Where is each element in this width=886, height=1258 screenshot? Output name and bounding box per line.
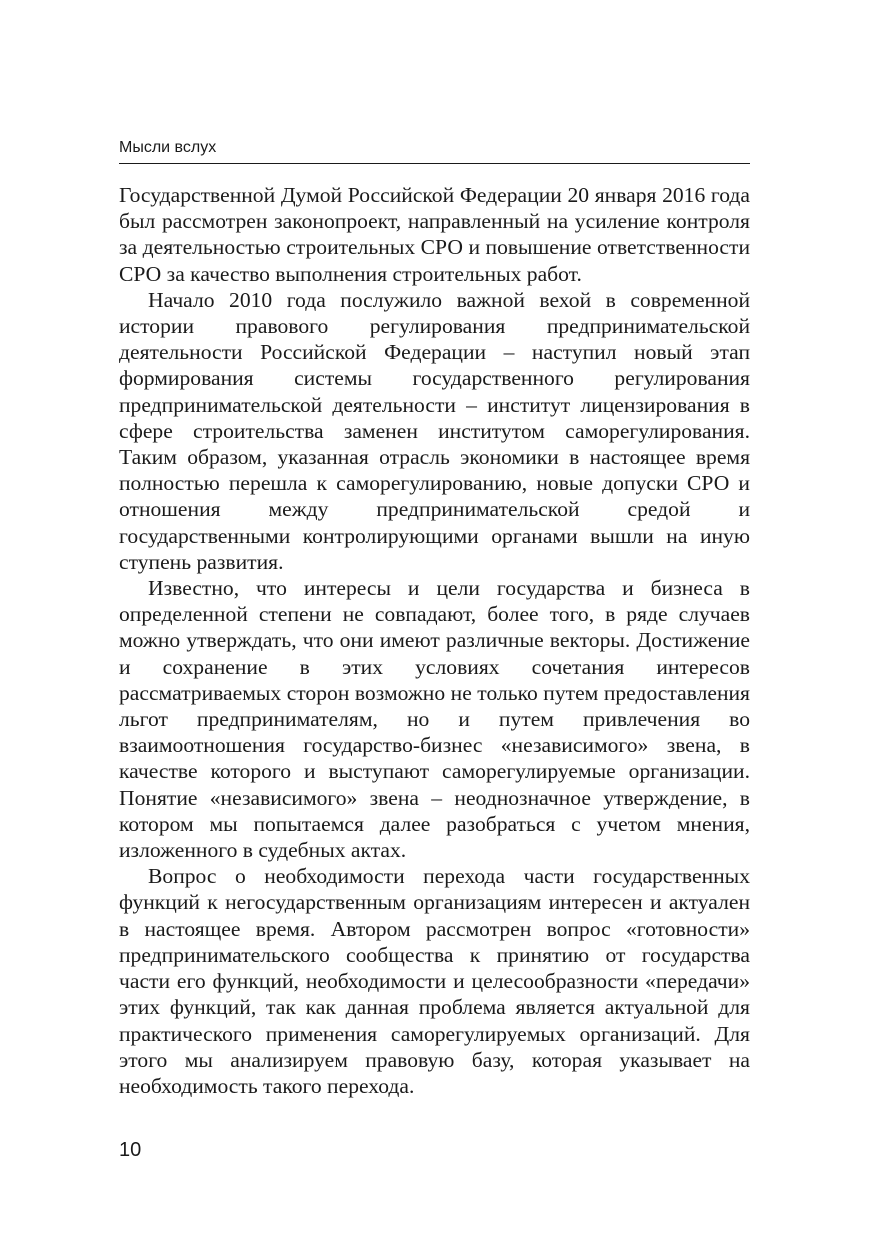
paragraph-3: Известно, что интересы и цели государства и бизнеса в определенной степени не совпадают, более того, в ряде случаев можно утверждать, что они имеют различные векторы. Достижение и сохранение в этих условиях сочетания интересов рассматриваемых сторон возможно не только путем предоставления льгот предпринимателям, но и путем привлечения во взаимоотношения государство-бизнес «независимого» звена, в качестве которого и выступают саморегулируемые организации. Понятие «независимого» звена – неоднозначное утверждение, в котором мы попытаемся далее разобраться с учетом мнения, изложенного в судебных актах. xyxy=(119,576,750,863)
header-rule xyxy=(119,163,750,164)
body-text xyxy=(119,182,750,1099)
paragraph-2: Начало 2010 года послужило важной вехой в современной истории правового регулирования предпринимательской деятельности Российской Федерации – наступил новый этап формирования системы государственного регулирования предпринимательской деятельности – институт лицензирования в сфере строительства заменен институтом саморегулирования. Таким образом, указанная отрасль экономики в настоящее время полностью перешла к саморегулированию, новые допуски СРО и отношения между предпринимательской средой и государственными контролирующими органами вышли на иную ступень развития. xyxy=(119,287,750,574)
running-head-title: Мысли вслух xyxy=(119,139,217,156)
paragraph-4: Вопрос о необходимости перехода части государственных функций к негосударственным организациям интересен и актуален в настоящее время. Автором рассмотрен вопрос «готовности» предпринимательского сообщества к принятию от государства части его функций, необходимости и целесообразности «передачи» этих функций, так как данная проблема является актуальной для практического применения саморегулируемых организаций. Для этого мы анализируем правовую базу, которая указывает на необходимость такого перехода. xyxy=(119,864,750,1098)
page-number: 10 xyxy=(119,1139,142,1161)
paragraph-1: Государственной Думой Российской Федерации 20 января 2016 года был рассмотрен законопроект, направленный на усиление контроля за деятельностью строительных СРО и повышение ответственности СРО за качество выполнения строительных работ. xyxy=(119,183,750,286)
